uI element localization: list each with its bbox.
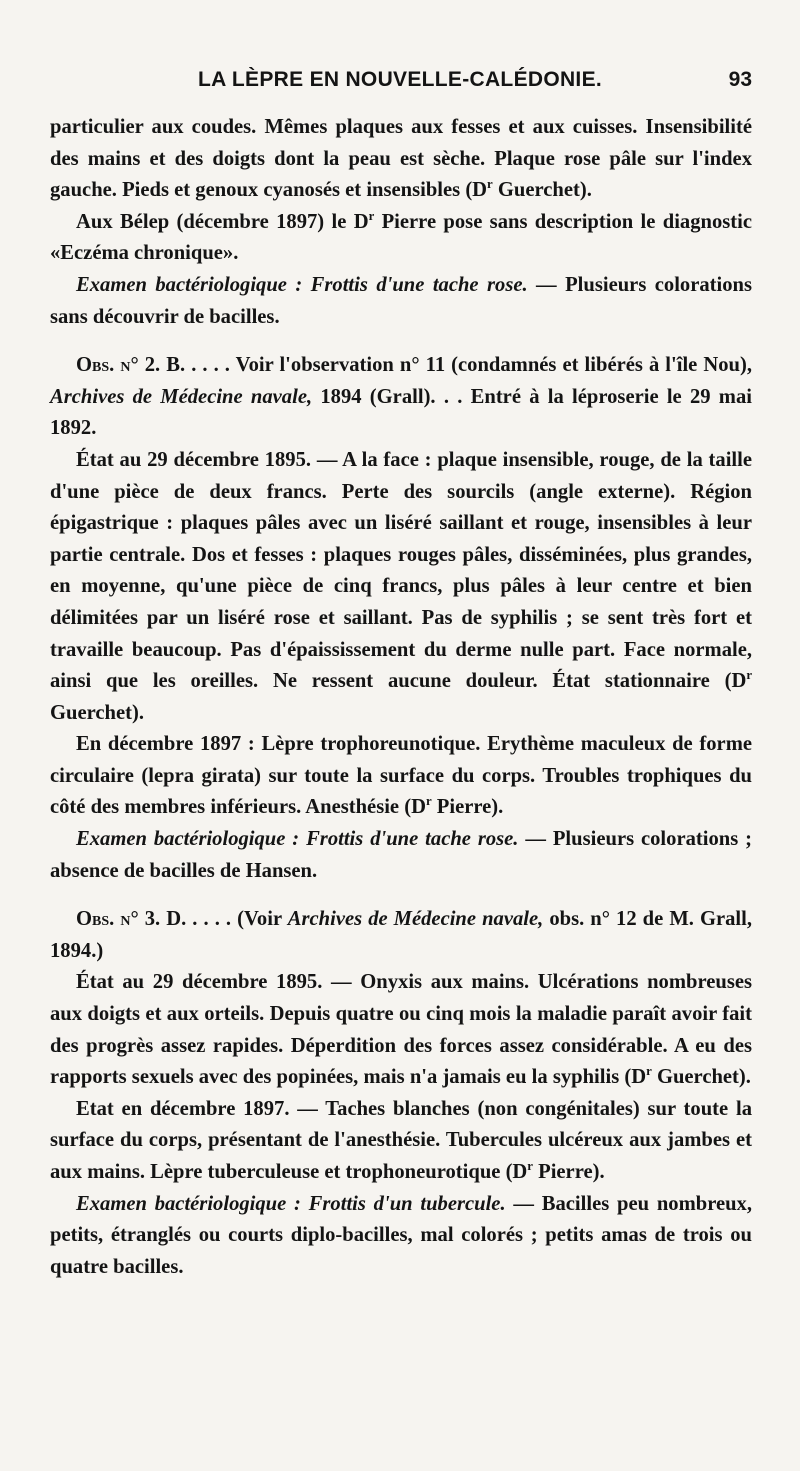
exam-label: Examen bactériologique : Frottis d'une tache rose. [76, 828, 519, 851]
paragraph [50, 270, 752, 333]
observation-heading [50, 350, 752, 445]
superscript: r [368, 208, 375, 223]
paragraph [50, 445, 752, 729]
superscript: r [425, 794, 432, 809]
exam-label: Examen bactériologique : Frottis d'un tubercule. [76, 1192, 506, 1215]
paragraph-text: Guerchet). [492, 179, 592, 202]
observation-label: Obs. n° 3. [76, 908, 161, 931]
paragraph [50, 1189, 752, 1284]
paragraph-text: En décembre 1897 : Lèpre trophoreunotique. Erythème maculeux de forme circulaire (lepra girata) sur toute la surface du corps. Troubles trophiques du côté des membres inférieurs. Anesthésie (D [50, 733, 752, 819]
page-number: 93 [728, 68, 752, 91]
paragraph-text: — Plusieurs colorations sans découvrir de bacilles. [50, 273, 752, 328]
paragraph-text: État au 29 décembre 1895. — A la face : plaque insensible, rouge, de la taille d'une pièce de deux francs. Perte des sourcils (angle externe). Région épigastrique : plaques pâles avec un liséré saillant et rouge, insensibles à leur partie centrale. Dos et fesses : plaques rouges pâles, disséminées, plus grandes, en moyenne, qu'une pièce de cinq francs, plus pâles à leur centre et bien délimitées par un liséré rose et saillant. Pas de syphilis ; se sent très fort et travaille beaucoup. Pas d'épaississement du derme nulle part. Face normale, ainsi que les oreilles. Ne ressent aucune douleur. État stationnaire (D [50, 448, 752, 693]
superscript: r [646, 1064, 652, 1079]
paragraph [50, 729, 752, 824]
page-body [50, 112, 752, 1283]
paragraph [50, 824, 752, 887]
observation-heading [50, 904, 752, 967]
superscript: r [487, 177, 493, 192]
superscript: r [527, 1159, 533, 1174]
paragraph-text: État au 29 décembre 1895. — Onyxis aux mains. Ulcérations nombreuses aux doigts et aux orteils. Depuis quatre ou cinq mois la maladie paraît avoir fait des progrès assez rapides. Déperdition des forces assez considérable. A eu des rapports sexuels avec des popinées, mais n'a jamais eu la syphilis (D [50, 971, 752, 1089]
paragraph-text: obs. n° 12 de M. Grall, 1894.) [50, 908, 752, 962]
paragraph [50, 112, 752, 207]
paragraph-text: — Plusieurs colorations ; absence de bacilles de Hansen. [50, 828, 752, 882]
paragraph-text: 1894 (Grall). . . Entré à la léproserie le 29 mai 1892. [50, 385, 752, 440]
paragraph [50, 207, 752, 270]
paragraph-text: B. . . . . Voir l'observation n° 11 (condamnés et libérés à l'île Nou), [160, 354, 752, 377]
paragraph-text: Guerchet). [651, 1066, 751, 1089]
paragraph-text: Guerchet). [50, 701, 144, 724]
paragraph-text: Pierre). [431, 796, 504, 819]
journal-title: Archives de Médecine navale, [50, 385, 313, 408]
paragraph-text: D. . . . . (Voir [160, 908, 288, 931]
paragraph [50, 1094, 752, 1189]
paragraph-text: Pierre). [532, 1161, 605, 1183]
paragraph-text: particulier aux coudes. Mêmes plaques aux fesses et aux cuisses. Insensibilité des mains et des doigts dont la peau est sèche. Plaque rose pâle sur l'index gauche. Pieds et genoux cyanosés et insensibles (D [50, 116, 752, 202]
paragraph-text: Etat en décembre 1897. — Taches blanches (non congénitales) sur toute la surface du corps, présentant de l'anesthésie. Tubercules ulcéreux aux jambes et aux mains. Lèpre tuberculeuse et trophoneurotique (D [50, 1097, 752, 1183]
exam-label: Examen bactériologique : Frottis d'une tache rose. [76, 273, 528, 296]
paragraph [50, 967, 752, 1093]
running-head: LA LÈPRE EN NOUVELLE-CALÉDONIE. [197, 68, 603, 91]
paragraph-text: — Bacilles peu nombreux, petits, étranglés ou courts diplo-bacilles, mal colorés ; petits amas de trois ou quatre bacilles. [50, 1192, 752, 1278]
superscript: r [746, 668, 752, 683]
paragraph-text: Pierre pose sans description le diagnostic «Eczéma chronique». [50, 210, 752, 265]
paragraph-text: Aux Bélep (décembre 1897) le D [76, 210, 369, 233]
observation-label: Obs. n° 2. [76, 354, 161, 377]
page-header [48, 62, 752, 102]
journal-title: Archives de Médecine navale, [287, 908, 544, 931]
